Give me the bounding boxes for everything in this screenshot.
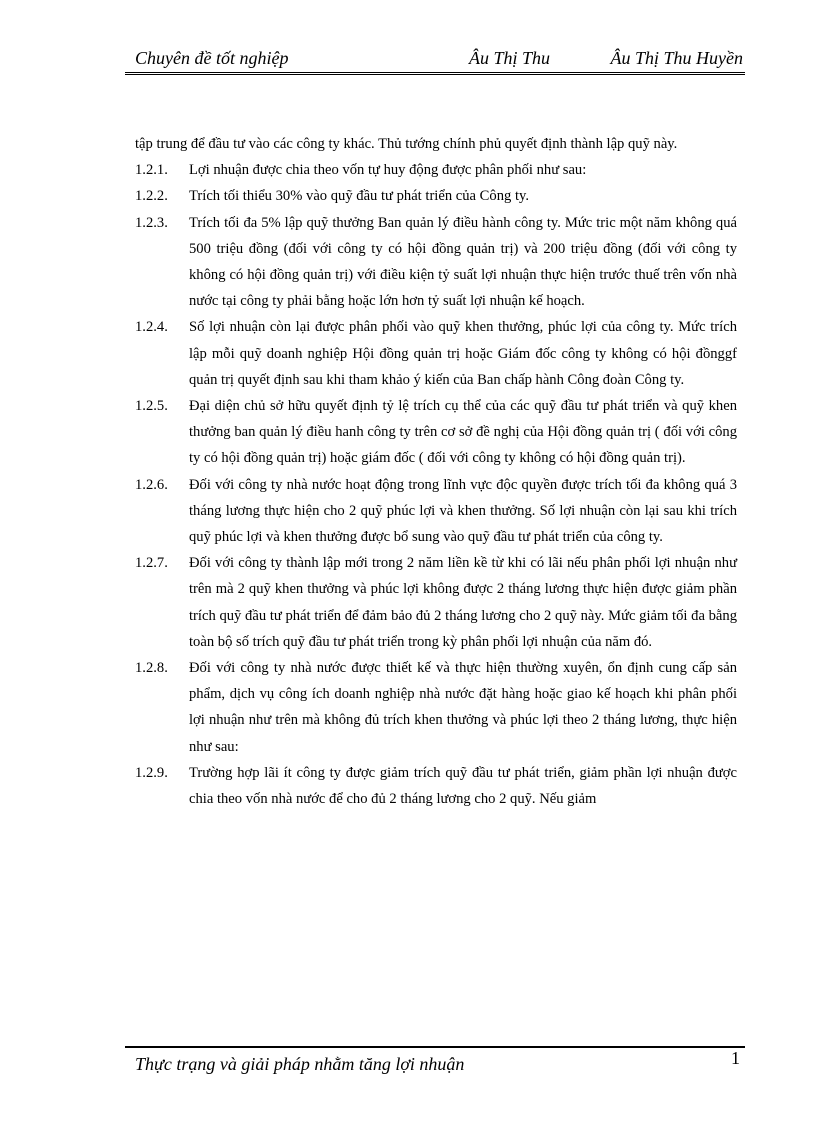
- item-number: 1.2.5.: [135, 398, 168, 415]
- item-number: 1.2.4.: [135, 319, 168, 336]
- list-item: [135, 472, 737, 551]
- header-author-full: Âu Thị Thu Huyền: [610, 48, 743, 68]
- list-item: [135, 157, 737, 183]
- item-number: 1.2.7.: [135, 555, 168, 572]
- lead-paragraph: tập trung để đầu tư vào các công ty khác. Thủ tướng chính phủ quyết định thành lập quỹ này.: [135, 136, 678, 152]
- list-item: [135, 760, 737, 812]
- item-text: Đại diện chủ sở hữu quyết định tỷ lệ trích cụ thể của các quỹ đầu tư phát triển và quỹ khen thưởng ban quản lý điều hanh công ty trên cơ sở đề nghị của Hội đồng quản trị ( đối với công ty có hội đồng quản trị) hoặc giám đốc ( đối với công ty không có hội đồng quản trị).: [189, 398, 737, 467]
- list-item: [135, 655, 737, 760]
- item-number: 1.2.8.: [135, 660, 168, 677]
- item-number: 1.2.1.: [135, 162, 168, 179]
- item-text: Đối với công ty nhà nước hoạt động trong lĩnh vực độc quyền được trích tối đa không quá 3 tháng lương thực hiện cho 2 quỹ phúc lợi và khen thưởng. Số lợi nhuận còn lại sau khi trích quỹ phúc lợi và khen thưởng được bổ sung vào quỹ đầu tư phát triển của công ty.: [189, 476, 737, 546]
- page-number: 1: [731, 1048, 740, 1068]
- header-document-type: Chuyên đề tốt nghiệp: [135, 48, 289, 68]
- footer-title: Thực trạng và giải pháp nhằm tăng lợi nhuận: [135, 1054, 465, 1074]
- header-author-short: Âu Thị Thu: [469, 48, 551, 68]
- list-item: [135, 550, 737, 655]
- item-number: 1.2.3.: [135, 214, 168, 231]
- page-header: [135, 48, 743, 72]
- item-number: 1.2.6.: [135, 476, 168, 493]
- item-text: Đối với công ty thành lập mới trong 2 năm liền kề từ khi có lãi nếu phân phối lợi nhuận như trên mà 2 quỹ khen thưởng và phúc lợi không được 2 tháng lương thực hiện được giảm phần trích quỹ đầu tư phát triển để đảm bảo đủ 2 tháng lương cho 2 quỹ này. Mức giảm tối đa bằng toàn bộ số trích quỹ đầu tư phát triển trong kỳ phân phối lợi nhuận của năm đó.: [189, 555, 737, 650]
- item-number: 1.2.9.: [135, 764, 168, 781]
- item-text: Trích tối đa 5% lập quỹ thưởng Ban quản lý điều hành công ty. Mức tric một năm không quá 500 triệu đồng (đối với công ty có hội đồng quản trị) và 200 triệu đồng (đối với công ty không có hội đồng quản trị) với điều kiện tỷ suất lợi nhuận thực hiện trước thuế trên vốn nhà nước tại công ty phải bằng hoặc lớn hơn tỷ suất lợi nhuận kế hoạch.: [189, 214, 737, 310]
- list-item: [135, 393, 737, 472]
- item-text: Lợi nhuận được chia theo vốn tự huy động được phân phối như sau:: [189, 162, 587, 179]
- list-item: [135, 314, 737, 393]
- header-rule: [125, 72, 745, 77]
- item-text: Đối với công ty nhà nước được thiết kế và thực hiện thường xuyên, ổn định cung cấp sản phẩm, dịch vụ công ích doanh nghiệp nhà nước đặt hàng hoặc giao kế hoạch khi phân phối lợi nhuận như trên mà không đủ trích khen thưởng và phúc lợi theo 2 tháng lương, thực hiện như sau:: [189, 660, 737, 755]
- list-item: [135, 210, 737, 315]
- item-number: 1.2.2.: [135, 188, 168, 205]
- item-text: Trích tối thiểu 30% vào quỹ đầu tư phát triển của Công ty.: [189, 188, 530, 205]
- body-content: [135, 131, 737, 812]
- item-text: Số lợi nhuận còn lại được phân phối vào quỹ khen thưởng, phúc lợi của công ty. Mức trích lập mỗi quỹ doanh nghiệp Hội đồng quản trị hoặc Giám đốc công ty không có hội đồnggf quản trị quyết định sau khi tham khảo ý kiến của Ban chấp hành Công đoàn Công ty.: [189, 319, 737, 388]
- list-item: [135, 183, 737, 209]
- item-text: Trường hợp lãi ít công ty được giảm trích quỹ đầu tư phát triển, giảm phần lợi nhuận được chia theo vốn nhà nước để cho đủ 2 tháng lương cho 2 quỹ. Nếu giảm: [189, 764, 737, 808]
- footer-rule: [125, 1046, 745, 1048]
